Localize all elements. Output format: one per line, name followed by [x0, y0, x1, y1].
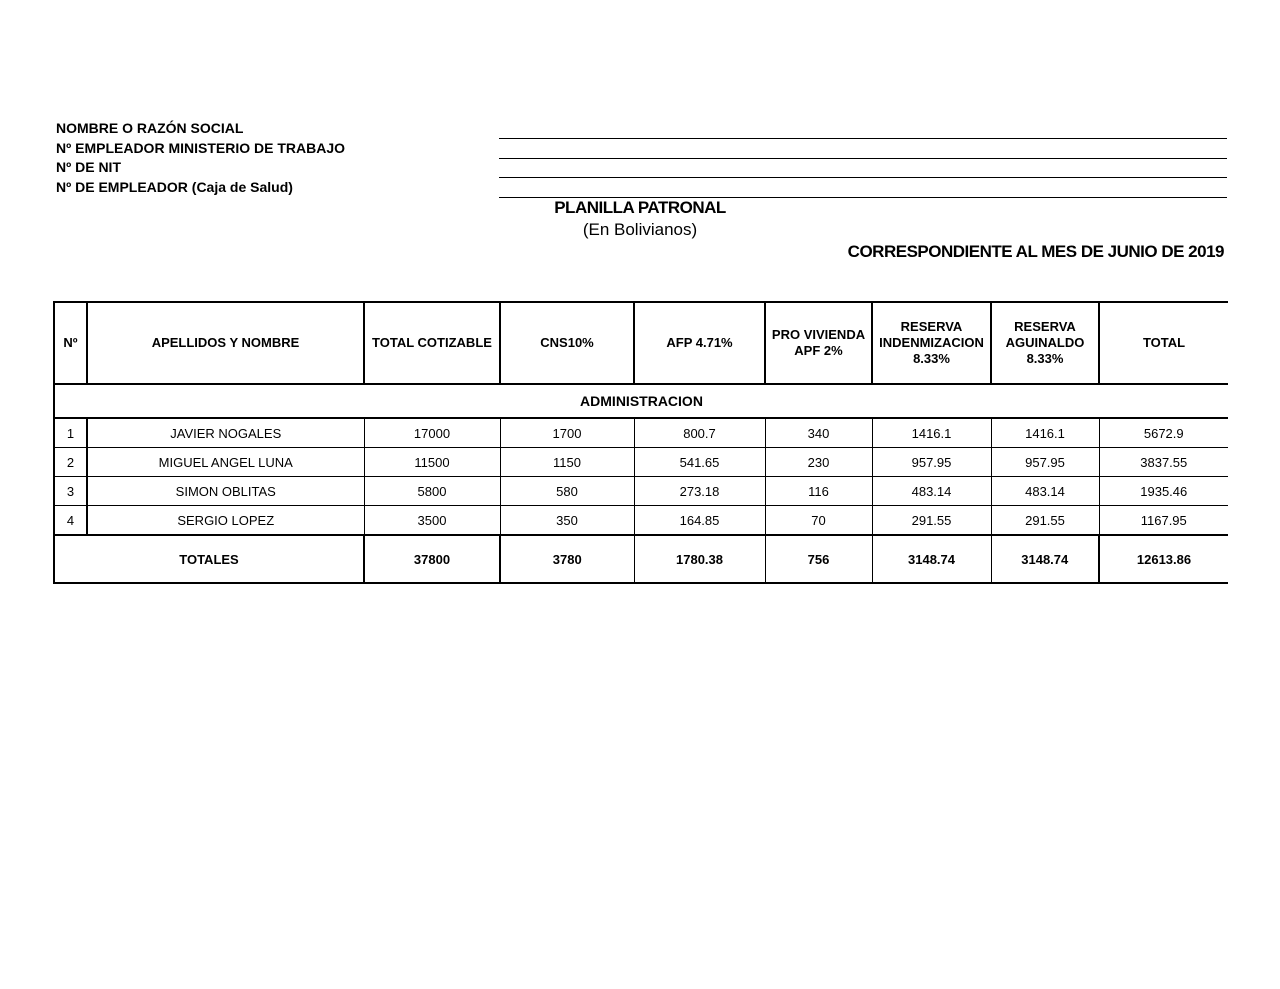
document-subtitle: (En Bolivianos) [582, 220, 698, 239]
planilla-table [53, 301, 1228, 584]
field-label-nit: Nº DE NIT [56, 159, 122, 175]
cell-reserva-indemnizacion: 957.95 [872, 448, 991, 477]
cell-total-cotizable: 11500 [364, 448, 500, 477]
field-line-nit [499, 177, 1227, 178]
cell-afp: 273.18 [634, 477, 765, 506]
total-reserva-indemnizacion: 3148.74 [872, 535, 991, 583]
cell-number: 3 [54, 477, 87, 506]
totals-row [54, 535, 1228, 583]
field-label-empleador-caja: Nº DE EMPLEADOR (Caja de Salud) [56, 179, 293, 195]
table-row [54, 418, 1228, 448]
total-grand: 12613.86 [1099, 535, 1228, 583]
table-row [54, 477, 1228, 506]
cell-number: 4 [54, 506, 87, 536]
cell-reserva-aguinaldo: 957.95 [991, 448, 1099, 477]
cell-cns: 580 [500, 477, 634, 506]
col-header-reserva-indemnizacion: RESERVA INDENMIZACION 8.33% [872, 302, 991, 384]
cell-afp: 800.7 [634, 418, 765, 448]
cell-cns: 350 [500, 506, 634, 536]
col-header-afp: AFP 4.71% [634, 302, 765, 384]
totals-label: TOTALES [54, 535, 364, 583]
cell-name: JAVIER NOGALES [87, 418, 364, 448]
section-row [54, 384, 1228, 418]
col-header-number: Nº [54, 302, 87, 384]
document-title: PLANILLA PATRONAL [554, 198, 726, 217]
total-reserva-aguinaldo: 3148.74 [991, 535, 1099, 583]
cell-afp: 164.85 [634, 506, 765, 536]
cell-reserva-aguinaldo: 291.55 [991, 506, 1099, 536]
cell-pro-vivienda: 116 [765, 477, 872, 506]
col-header-reserva-aguinaldo: RESERVA AGUINALDO 8.33% [991, 302, 1099, 384]
cell-pro-vivienda: 230 [765, 448, 872, 477]
col-header-name: APELLIDOS Y NOMBRE [87, 302, 364, 384]
field-line-razon-social [499, 138, 1227, 139]
cell-reserva-indemnizacion: 291.55 [872, 506, 991, 536]
field-label-razon-social: NOMBRE O RAZÓN SOCIAL [56, 120, 244, 136]
cell-total-cotizable: 5800 [364, 477, 500, 506]
cell-total: 1167.95 [1099, 506, 1228, 536]
cell-reserva-indemnizacion: 483.14 [872, 477, 991, 506]
table-row [54, 448, 1228, 477]
cell-reserva-indemnizacion: 1416.1 [872, 418, 991, 448]
col-header-pro-vivienda: PRO VIVIENDA APF 2% [765, 302, 872, 384]
cell-name: MIGUEL ANGEL LUNA [87, 448, 364, 477]
cell-name: SERGIO LOPEZ [87, 506, 364, 536]
cell-total: 1935.46 [1099, 477, 1228, 506]
cell-total: 5672.9 [1099, 418, 1228, 448]
col-header-total-cotizable: TOTAL COTIZABLE [364, 302, 500, 384]
section-label: ADMINISTRACION [54, 384, 1228, 418]
total-afp: 1780.38 [634, 535, 765, 583]
cell-reserva-aguinaldo: 483.14 [991, 477, 1099, 506]
field-line-empleador-ministerio [499, 158, 1227, 159]
cell-cns: 1700 [500, 418, 634, 448]
col-header-total: TOTAL [1099, 302, 1228, 384]
cell-total-cotizable: 17000 [364, 418, 500, 448]
period-label: CORRESPONDIENTE AL MES DE JUNIO DE 2019 [847, 242, 1224, 261]
cell-name: SIMON OBLITAS [87, 477, 364, 506]
cell-afp: 541.65 [634, 448, 765, 477]
cell-total: 3837.55 [1099, 448, 1228, 477]
table-header-row [54, 302, 1228, 384]
cell-cns: 1150 [500, 448, 634, 477]
table-row [54, 506, 1228, 536]
field-label-empleador-ministerio: Nº EMPLEADOR MINISTERIO DE TRABAJO [56, 140, 346, 156]
col-header-cns: CNS10% [500, 302, 634, 384]
cell-pro-vivienda: 340 [765, 418, 872, 448]
cell-pro-vivienda: 70 [765, 506, 872, 536]
cell-number: 1 [54, 418, 87, 448]
cell-number: 2 [54, 448, 87, 477]
total-pro-vivienda: 756 [765, 535, 872, 583]
total-cns: 3780 [500, 535, 634, 583]
cell-reserva-aguinaldo: 1416.1 [991, 418, 1099, 448]
total-cotizable: 37800 [364, 535, 500, 583]
cell-total-cotizable: 3500 [364, 506, 500, 536]
